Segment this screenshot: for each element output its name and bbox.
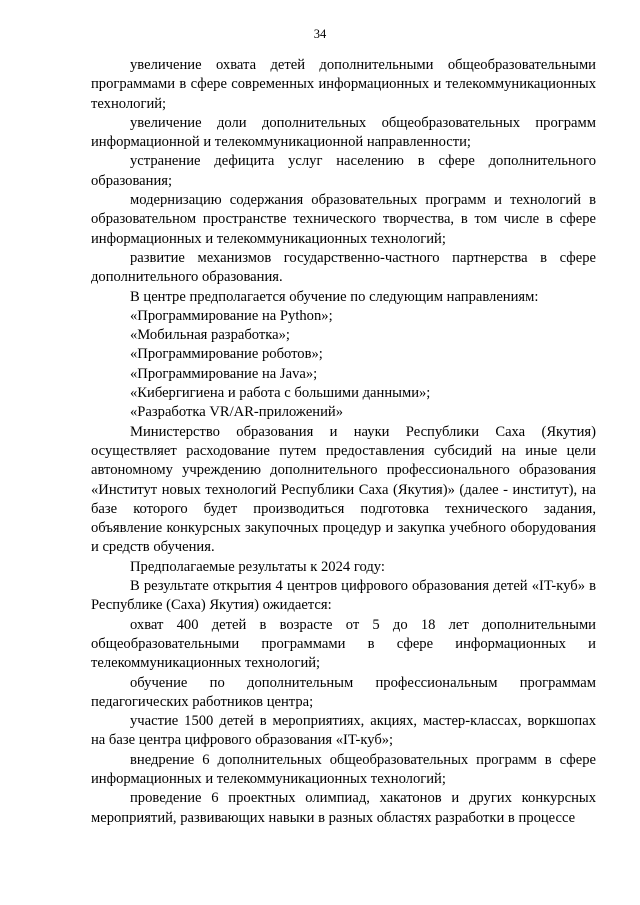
direction-item: «Разработка VR/AR-приложений»	[130, 404, 344, 421]
direction-item: «Кибергигиена и работа с большими данными»;	[130, 385, 431, 402]
direction-item: «Программирование на Python»;	[130, 307, 333, 324]
paragraph: увеличение охвата детей дополнительными общеобразовательными программами в сфере современных информационных и телекоммуникационных технологий;	[91, 57, 596, 112]
paragraph: проведение 6 проектных олимпиад, хакатонов и других конкурсных мероприятий, развивающих навыки в разных областях разработки в процессе	[91, 790, 596, 826]
paragraph: охват 400 детей в возрасте от 5 до 18 лет дополнительными общеобразовательными программами в сфере информационных и телекоммуникационных технологий;	[91, 616, 596, 672]
paragraph: обучение по дополнительным профессиональным программам педагогических работников центра;	[91, 674, 596, 710]
paragraph: Министерство образования и науки Республики Саха (Якутия) осуществляет расходование путем предоставления субсидий на иные цели автономному учреждению дополнительного профессионального образования «Институт новых технологий Республики Саха (Якутия)» (далее - институт), на базе которого будет производиться подготовка технического задания, объявление конкурсных закупочных процедур и закупка учебного оборудования и средств обучения.	[91, 423, 596, 556]
paragraph: развитие механизмов государственно-частного партнерства в сфере дополнительного образования.	[91, 249, 596, 286]
direction-item: «Мобильная разработка»;	[130, 327, 290, 344]
paragraph: В центре предполагается обучение по следующим направлениям:	[130, 288, 539, 305]
paragraph: участие 1500 детей в мероприятиях, акциях, мастер-классах, воркшопах на базе центра цифрового образования «IT-куб»;	[91, 713, 596, 749]
direction-item: «Программирование роботов»;	[130, 346, 323, 363]
page-number: 34	[313, 27, 327, 41]
paragraph: устранение дефицита услуг населению в сфере дополнительного образования;	[91, 153, 596, 189]
paragraph: внедрение 6 дополнительных общеобразовательных программ в сфере информационных и телекоммуникационных технологий;	[91, 751, 596, 787]
paragraph: увеличение доли дополнительных общеобразовательных программ информационной и телекоммуникационной направленности;	[91, 114, 596, 151]
paragraph: В результате открытия 4 центров цифрового образования детей «IT-куб» в Республике (Саха) Якутия) ожидается:	[91, 578, 596, 614]
paragraph: Предполагаемые результаты к 2024 году:	[130, 558, 385, 575]
paragraph: модернизацию содержания образовательных программ и технологий в образовательном пространстве технического творчества, в том числе в сфере информационных и телекоммуникационных технологий;	[91, 192, 596, 247]
document-body	[91, 56, 596, 828]
direction-item: «Программирование на Java»;	[130, 365, 318, 382]
